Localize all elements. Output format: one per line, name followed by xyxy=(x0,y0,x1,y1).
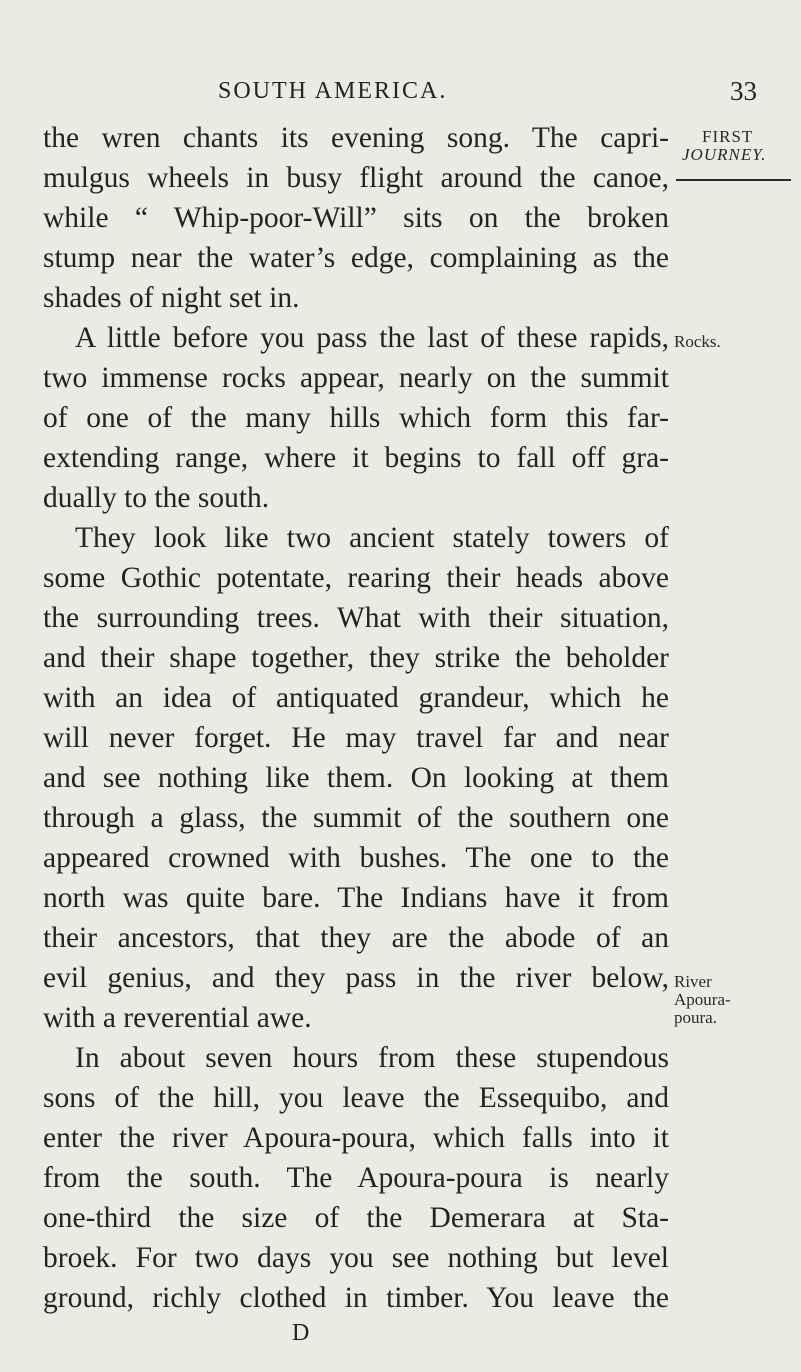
sidenote-first-journey xyxy=(682,128,766,164)
text-line: some Gothic potentate, rearing their heads above xyxy=(43,562,669,594)
text-line: dually to the south. xyxy=(43,482,270,514)
text-line: with a reverential awe. xyxy=(43,1002,312,1034)
sidenote-rule xyxy=(676,179,791,181)
text-line: enter the river Apoura-poura, which falls into it xyxy=(43,1122,669,1154)
text-line: of one of the many hills which form this far- xyxy=(43,402,669,434)
text-line: and their shape together, they strike the beholder xyxy=(43,642,669,674)
text-line: and see nothing like them. On looking at them xyxy=(43,762,669,794)
text-line: stump near the water’s edge, complaining as the xyxy=(43,242,669,274)
sidenote-river xyxy=(674,973,731,1027)
text-line: while “ Whip-poor-Will” sits on the broken xyxy=(43,202,669,234)
text-line: ground, richly clothed in timber. You leave the xyxy=(43,1282,669,1314)
text-line: their ancestors, that they are the abode of an xyxy=(43,922,669,954)
running-title: SOUTH AMERICA. xyxy=(218,78,448,104)
page-header xyxy=(0,78,801,118)
text-line: broek. For two days you see nothing but level xyxy=(43,1242,669,1274)
sidenote-river-line-3: poura. xyxy=(674,1008,717,1027)
sidenote-journey: JOURNEY. xyxy=(682,145,767,164)
sidenote-first: FIRST xyxy=(702,127,754,146)
body-text xyxy=(43,118,669,1318)
text-line: extending range, where it begins to fall off gra- xyxy=(43,442,669,474)
signature-mark: D xyxy=(292,1320,310,1346)
text-line: They look like two ancient stately towers of xyxy=(75,522,669,554)
text-line: the wren chants its evening song. The capri- xyxy=(43,122,669,154)
text-line: In about seven hours from these stupendous xyxy=(75,1042,669,1074)
text-line: the surrounding trees. What with their situation, xyxy=(43,602,669,634)
sidenote-river-line-1: River xyxy=(674,972,712,991)
text-line: sons of the hill, you leave the Essequibo, and xyxy=(43,1082,669,1114)
text-line: two immense rocks appear, nearly on the summit xyxy=(43,362,669,394)
sidenote-rocks: Rocks. xyxy=(674,332,721,351)
text-line: mulgus wheels in busy flight around the canoe, xyxy=(43,162,669,194)
text-line: with an idea of antiquated grandeur, which he xyxy=(43,682,669,714)
text-line: from the south. The Apoura-poura is nearly xyxy=(43,1162,669,1194)
text-line: through a glass, the summit of the southern one xyxy=(43,802,669,834)
page-number: 33 xyxy=(730,76,757,106)
text-line: evil genius, and they pass in the river below, xyxy=(43,962,669,994)
text-line: one-third the size of the Demerara at Sta- xyxy=(43,1202,669,1234)
text-line: A little before you pass the last of these rapids, xyxy=(75,322,669,354)
text-line: will never forget. He may travel far and near xyxy=(43,722,669,754)
sidenote-river-line-2: Apoura- xyxy=(674,990,731,1009)
text-line: shades of night set in. xyxy=(43,282,300,314)
text-line: appeared crowned with bushes. The one to the xyxy=(43,842,669,874)
text-line: north was quite bare. The Indians have it from xyxy=(43,882,669,914)
